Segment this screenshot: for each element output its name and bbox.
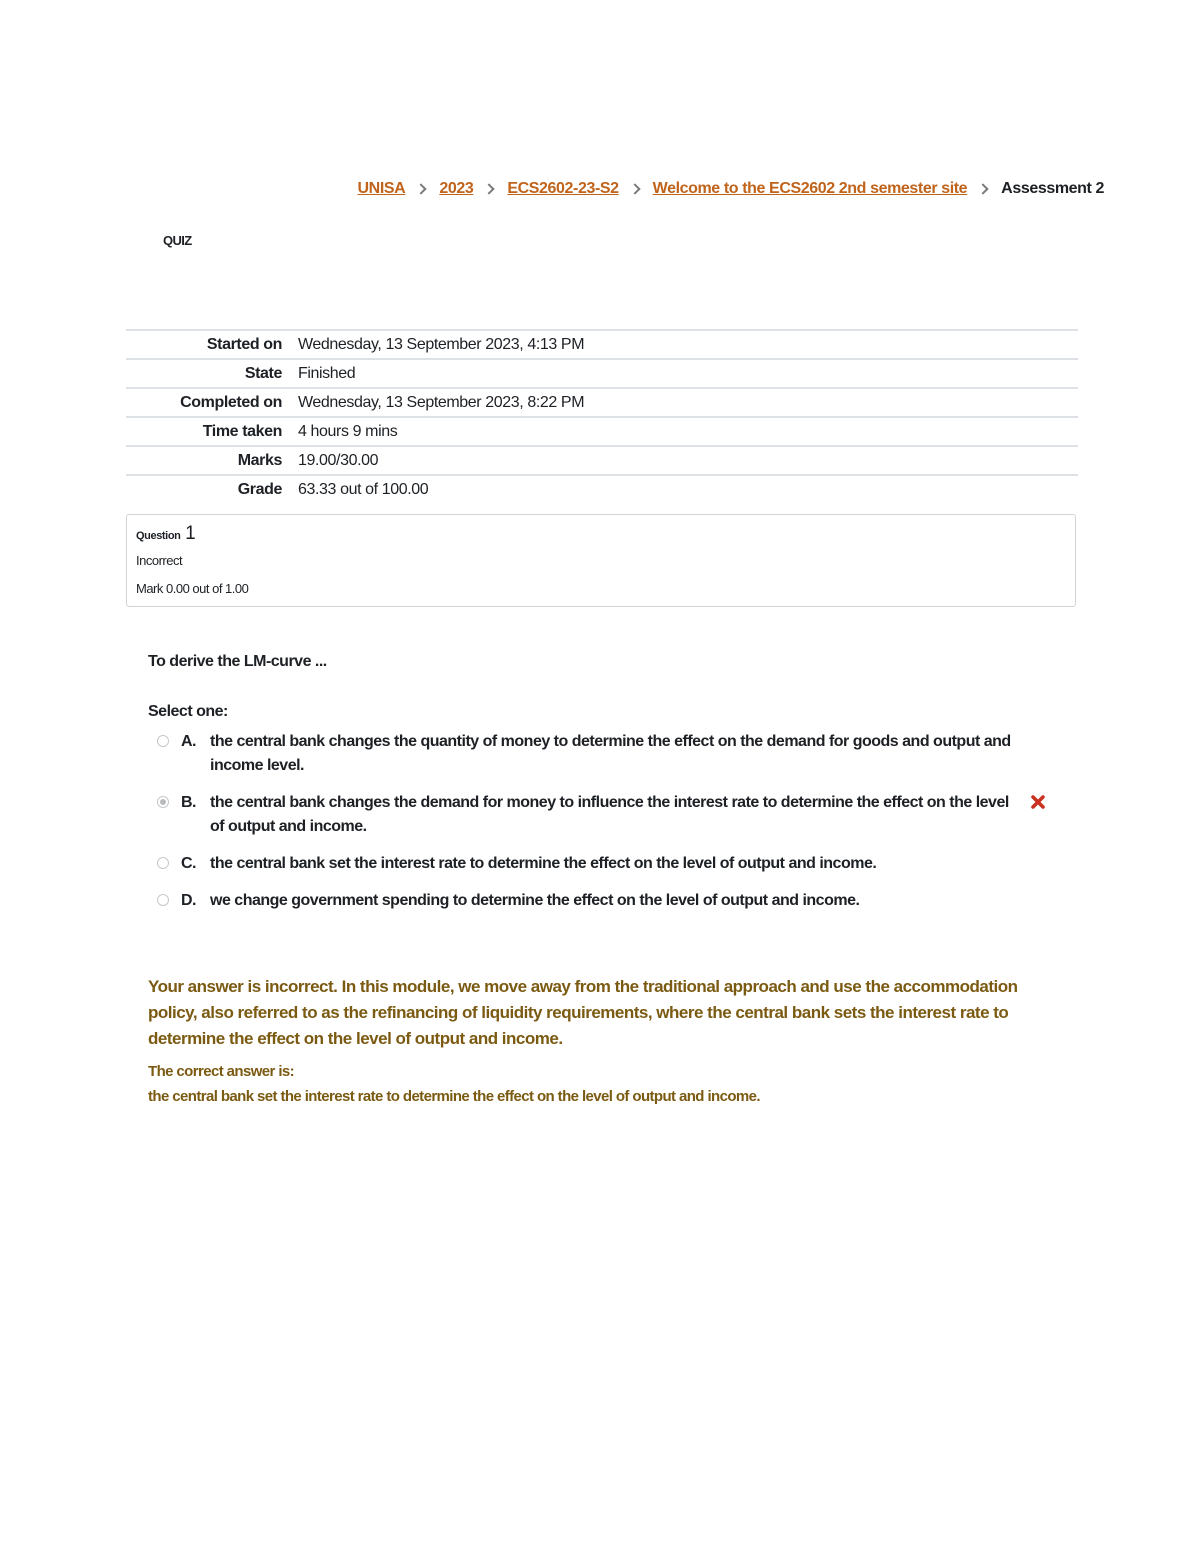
summary-row <box>126 388 1078 417</box>
radio-icon[interactable] <box>157 735 169 747</box>
question-grade: Mark 0.00 out of 1.00 <box>136 581 249 596</box>
summary-label-state: State <box>244 364 282 382</box>
question-label: Question <box>136 530 181 542</box>
summary-value-completed: Wednesday, 13 September 2023, 8:22 PM <box>298 393 585 411</box>
incorrect-x-icon <box>1029 793 1047 811</box>
breadcrumb <box>358 180 1104 198</box>
summary-value-grade: 63.33 out of 100.00 <box>298 480 429 498</box>
question-info-box <box>126 514 1076 607</box>
summary-row <box>126 359 1078 388</box>
breadcrumb-link-year[interactable]: 2023 <box>439 180 474 197</box>
summary-value-state: Finished <box>298 364 356 382</box>
breadcrumb-current: Assessment 2 <box>1001 180 1104 197</box>
answer-letter: D. <box>181 892 196 909</box>
page-type-label: QUIZ <box>163 233 192 248</box>
summary-row <box>126 446 1078 475</box>
answer-letter: A. <box>181 733 196 750</box>
radio-icon[interactable] <box>157 857 169 869</box>
chevron-right-icon <box>413 181 431 197</box>
breadcrumb-link-unisa[interactable]: UNISA <box>357 180 406 197</box>
chevron-right-icon <box>975 181 993 197</box>
answer-text: the central bank changes the quantity of money to determine the effect on the demand for goods and output and income level. <box>210 733 1011 774</box>
breadcrumb-link-section[interactable]: Welcome to the ECS2602 2nd semester site <box>652 180 968 197</box>
summary-label-time-taken: Time taken <box>202 422 282 440</box>
answer-text: the central bank changes the demand for money to influence the interest rate to determine the effect on the level of output and income. <box>210 794 1009 835</box>
radio-icon[interactable] <box>157 796 169 808</box>
summary-value-started: Wednesday, 13 September 2023, 4:13 PM <box>298 335 585 353</box>
question-text: To derive the LM-curve ... <box>148 653 327 670</box>
summary-label-completed: Completed on <box>180 393 282 411</box>
breadcrumb-link-course[interactable]: ECS2602-23-S2 <box>507 180 619 197</box>
attempt-summary-table <box>126 329 1078 503</box>
answer-letter: C. <box>181 855 196 872</box>
summary-label-grade: Grade <box>237 480 282 498</box>
correct-answer-label: The correct answer is: <box>148 1063 295 1080</box>
radio-icon[interactable] <box>157 894 169 906</box>
summary-label-started: Started on <box>206 335 282 353</box>
answer-letter: B. <box>181 794 196 811</box>
summary-label-marks: Marks <box>237 451 282 469</box>
summary-value-time-taken: 4 hours 9 mins <box>298 422 398 440</box>
answer-text: we change government spending to determine the effect on the level of output and income. <box>210 892 860 909</box>
question-number <box>136 523 195 545</box>
answer-text: the central bank set the interest rate to determine the effect on the level of output and income. <box>210 855 877 872</box>
correct-answer-text: the central bank set the interest rate to determine the effect on the level of output and income. <box>148 1088 760 1105</box>
chevron-right-icon <box>627 181 645 197</box>
summary-row <box>126 417 1078 446</box>
summary-row <box>126 475 1078 503</box>
general-feedback: Your answer is incorrect. In this module, we move away from the traditional approach and use the accommodation policy, also referred to as the refinancing of liquidity requirements, where the central bank sets the interest rate to determine the effect on the level of output and income. <box>148 977 1018 1048</box>
question-state: Incorrect <box>136 553 183 568</box>
answer-prompt: Select one: <box>148 703 228 720</box>
chevron-right-icon <box>481 181 499 197</box>
summary-value-marks: 19.00/30.00 <box>298 451 379 469</box>
summary-row <box>126 330 1078 359</box>
question-number-value: 1 <box>185 523 196 544</box>
